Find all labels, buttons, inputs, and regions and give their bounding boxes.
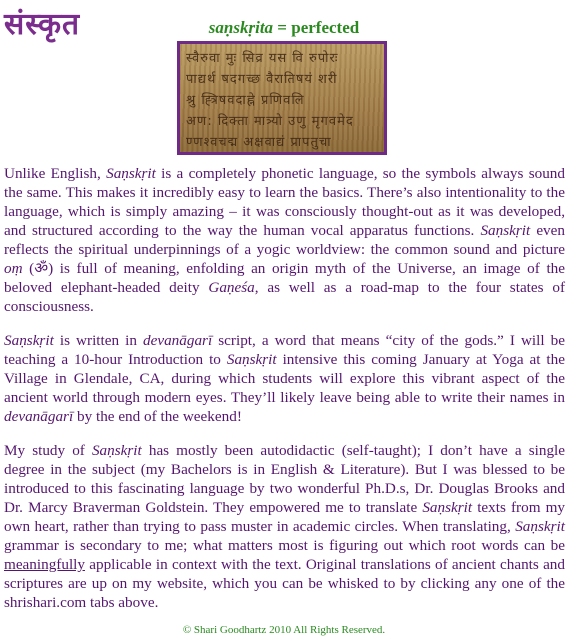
manuscript-line: अण: दिक्ता मात्र्यो उणु मृगवमेद — [186, 114, 354, 129]
text-span: Unlike English, — [4, 165, 107, 182]
term-sanskrit: Saṇskṛit — [106, 165, 156, 182]
paragraph-phonetic — [4, 164, 565, 316]
term-sanskrit: Saṇskṛit — [480, 222, 531, 239]
text-span: even reflects the spiritual underpinnings of a yogic worldview: the common sound and picture — [4, 222, 565, 258]
sanskrit-logo: संस्कृत — [4, 7, 81, 42]
term-sanskrit: Saṇskṛit — [515, 518, 565, 535]
manuscript-line: ण्णश्वचद्म अक्षवाद्यं प्रापतुचा — [186, 135, 332, 150]
text-span: intensive this coming January at Yoga at the Village in Glendale, CA, during which students will explore this vibrant aspect of the ancient world through modern eyes. They’ll likely leave being able to write their names in — [4, 351, 565, 406]
term-ganesa: Gaṇeśa — [208, 279, 255, 296]
term-sanskrit: Saṇskṛit — [226, 351, 277, 368]
text-span: by the end of the weekend! — [73, 408, 242, 425]
tagline — [0, 18, 568, 38]
manuscript-line: पाद्यर्थ षदगच्छ वैरातिषयं शरी — [186, 72, 338, 87]
term-sanskrit: Saṇskṛit — [422, 499, 473, 516]
text-span: grammar is secondary to me; what matters most is figuring out which root words can be — [4, 537, 565, 554]
manuscript-line: स्वैरुवा मुः सिव्र यस वि रुपोरः — [186, 51, 339, 66]
text-span: is written in — [53, 332, 144, 349]
term-sanskrit: Saṇskṛit — [91, 442, 142, 459]
text-span: script, a word that means “city of the gods.” I will be teaching a 10-hour Introduction to — [4, 332, 565, 368]
paragraph-devanagari — [4, 331, 565, 426]
text-span: (ॐ) is full of meaning, enfolding an origin myth of the Universe, an image of the beloved elephant-headed deity — [4, 260, 565, 296]
text-span: has mostly been autodidactic (self-taught); I don’t have a single degree in the subject (my Bachelors is in English & Literature). But I was blessed to be introduced to this fascinating language by two wonderful Ph.D.s, Dr. Douglas Brooks and Dr. Marcy Braverman Goldstein. They empowered me to translate — [4, 442, 565, 516]
manuscript-image — [177, 41, 387, 155]
article-body — [4, 164, 565, 627]
term-devanagari: devanāgarī — [4, 408, 74, 425]
text-span: texts from my own heart, rather than trying to pass muster in academic circles. When translating, — [4, 499, 566, 535]
tagline-rest: = perfected — [273, 18, 360, 37]
text-span: My study of — [4, 442, 92, 459]
tagline-term: saṇskṛita — [208, 18, 274, 37]
term-devanagari: devanāgarī — [143, 332, 213, 349]
text-span: , as well as a road-map to the four states of consciousness. — [4, 279, 566, 315]
text-span: is a completely phonetic language, so the symbols always sound the same. This makes it incredibly easy to learn the basics. There’s also intentionality to the language, which is simply amazing – it was consciously thought-out as it was developed, and structured according to the way the human vocal apparatus functions. — [4, 165, 565, 239]
term-om: oṃ — [4, 260, 23, 277]
term-meaningfully: meaningfully — [4, 556, 85, 573]
copyright-footer: © Shari Goodhartz 2010 All Rights Reserved. — [182, 624, 386, 636]
manuscript-line: श्रु ह्त्रिषवदाह्ने प्रणिवलि — [186, 93, 305, 108]
term-sanskrit: Saṇskṛit — [4, 332, 54, 349]
text-span: applicable in context with the text. Original translations of ancient chants and scriptures are up on my website, which you can be whisked to by clicking any one of the shrishari.com tabs above. — [4, 556, 565, 611]
paragraph-study — [4, 441, 565, 612]
